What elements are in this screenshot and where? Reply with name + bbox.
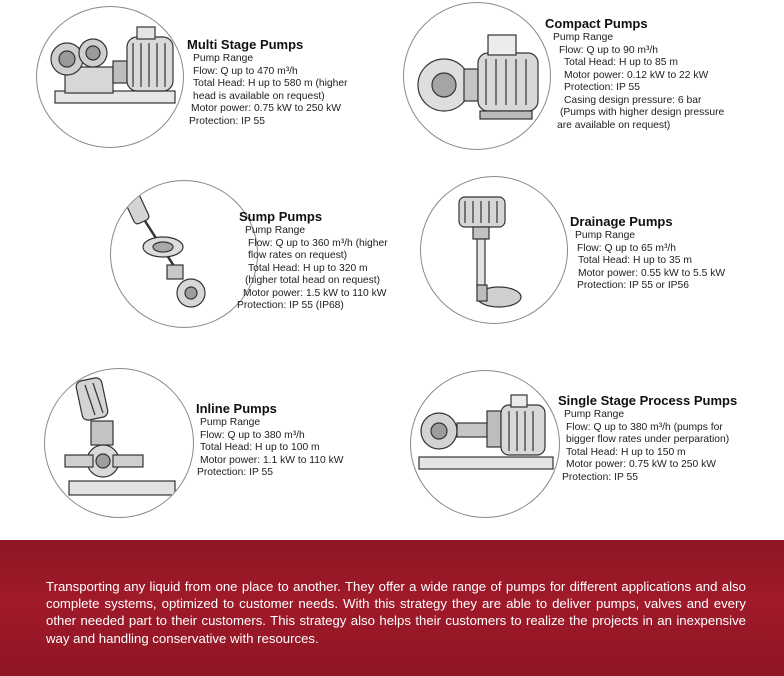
- product-spec: bigger flow rates under perparation): [566, 434, 730, 445]
- product-spec: Total Head: H up to 580 m (higher: [193, 78, 348, 89]
- product-spec: Flow: Q up to 90 m³/h: [559, 44, 659, 56]
- multi-stage-pump-illustration: [36, 6, 184, 148]
- product-spec: Total Head: H up to 85 m: [564, 57, 678, 68]
- product-spec: Pump Range: [553, 32, 614, 43]
- product-title: Inline Pumps: [196, 401, 277, 416]
- product-spec: Total Head: H up to 35 m: [578, 255, 692, 266]
- product-spec: Total Head: H up to 150 m: [566, 446, 686, 458]
- product-multi-stage: [187, 37, 348, 128]
- product-spec: Flow: Q up to 470 m³/h: [193, 65, 298, 77]
- product-spec: Motor power: 0.75 kW to 250 kW: [191, 103, 341, 114]
- product-spec: Motor power: 1.1 kW to 110 kW: [200, 454, 344, 466]
- product-spec: Pump Range: [193, 53, 254, 64]
- product-spec: Pump Range: [575, 230, 636, 241]
- footer-banner: [0, 540, 784, 676]
- sump-pump-drawing: [111, 181, 257, 327]
- product-spec: head is available on request): [193, 90, 325, 102]
- product-spec: are available on request): [557, 119, 671, 131]
- product-spec: Flow: Q up to 360 m³/h (higher: [248, 237, 388, 249]
- product-spec: Flow: Q up to 380 m³/h: [200, 429, 305, 441]
- compact-pump-drawing: [404, 3, 550, 149]
- product-spec: Protection: IP 55: [189, 115, 265, 127]
- product-spec: Total Head: H up to 100 m: [200, 442, 320, 453]
- multi-stage-pump-drawing: [37, 7, 183, 147]
- product-spec: Protection: IP 55: [197, 467, 273, 478]
- single-stage-pump-drawing: [411, 371, 559, 517]
- product-drainage: [570, 214, 725, 293]
- footer-description: Transporting any liquid from one place to another. They offer a wide range of pumps for different applications and also complete systems, optimized to customer needs. With this strategy they are able to deliver pumps, valves and every other needed part to their customers. This strategy also helps their customers to realize the projects in an inexpensive way and handling conservative with resources.: [46, 579, 746, 646]
- product-spec: Flow: Q up to 65 m³/h: [577, 242, 677, 254]
- single-stage-process-pump-illustration: [410, 370, 560, 518]
- product-sump: [237, 209, 388, 313]
- product-spec: Total Head: H up to 320 m: [248, 262, 368, 274]
- product-spec: Protection: IP 55 (IP68): [237, 300, 344, 311]
- product-title: Multi Stage Pumps: [187, 37, 304, 52]
- product-inline: [196, 401, 343, 480]
- product-spec: (Pumps with higher design pressure: [560, 107, 725, 118]
- product-title: Compact Pumps: [545, 16, 648, 31]
- product-spec: Pump Range: [200, 417, 261, 428]
- product-spec: Motor power: 0.12 kW to 22 kW: [564, 69, 709, 81]
- product-compact: [545, 16, 724, 132]
- product-title: Single Stage Process Pumps: [558, 393, 738, 408]
- product-spec: Flow: Q up to 380 m³/h (pumps for: [566, 421, 723, 433]
- product-title: Drainage Pumps: [570, 214, 673, 229]
- product-spec: Protection: IP 55: [562, 471, 638, 483]
- product-spec: Casing design pressure: 6 bar: [564, 94, 702, 106]
- product-spec: Pump Range: [564, 409, 625, 420]
- product-spec: (higher total head on request): [245, 275, 381, 286]
- inline-pump-illustration: [44, 368, 194, 518]
- inline-pump-drawing: [45, 369, 193, 517]
- product-single-stage-process: [558, 393, 737, 484]
- compact-pump-illustration: [403, 2, 551, 150]
- drainage-pump-illustration: [420, 176, 568, 324]
- drainage-pump-drawing: [421, 177, 567, 323]
- product-spec: Motor power: 0.75 kW to 250 kW: [566, 459, 716, 470]
- product-spec: Motor power: 1.5 kW to 110 kW: [243, 287, 387, 299]
- product-spec: Motor power: 0.55 kW to 5.5 kW: [578, 267, 726, 279]
- product-spec: Protection: IP 55: [564, 82, 640, 93]
- product-spec: Pump Range: [245, 225, 306, 236]
- product-spec: Protection: IP 55 or IP56: [577, 280, 689, 291]
- product-title: Sump Pumps: [239, 209, 323, 224]
- product-spec: flow rates on request): [248, 250, 348, 261]
- sump-pump-illustration: [110, 180, 258, 328]
